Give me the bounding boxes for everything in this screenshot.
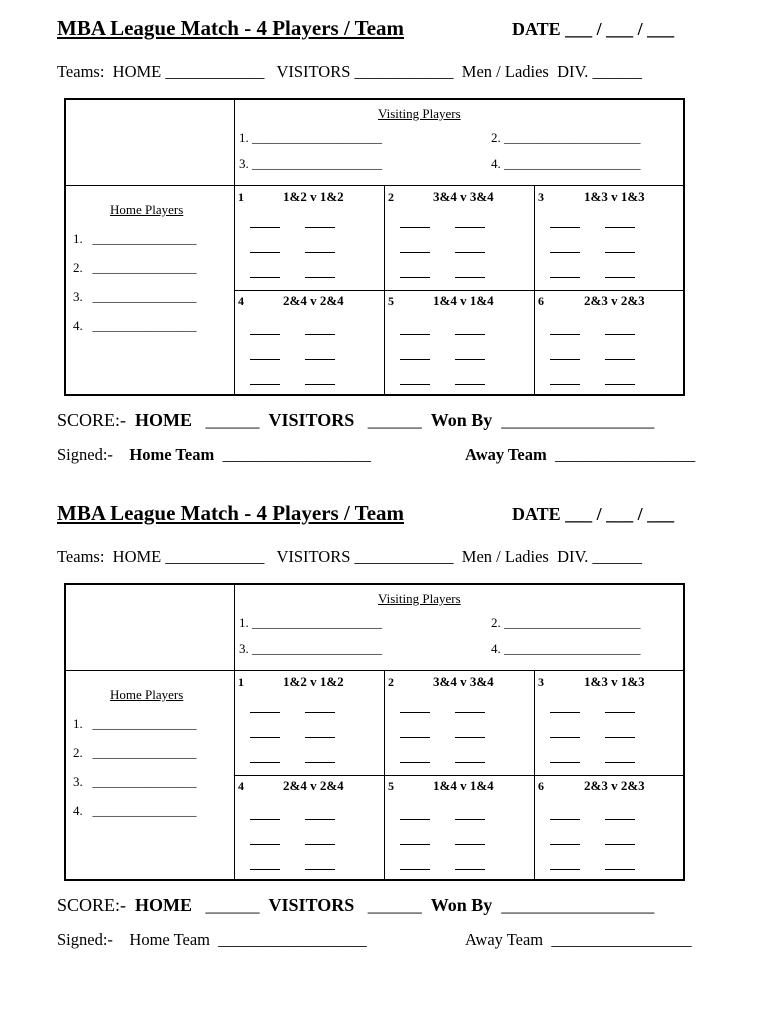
game-number: 3 (538, 675, 544, 689)
score-blank[interactable] (455, 737, 485, 738)
signed-label: Signed:- (57, 930, 113, 949)
game-number: 6 (538, 294, 544, 308)
score-blank[interactable] (455, 712, 485, 713)
score-blank[interactable] (550, 712, 580, 713)
score-blank[interactable] (250, 819, 280, 820)
score-blank[interactable] (550, 844, 580, 845)
game-pairing: 2&4 v 2&4 (283, 778, 344, 793)
home-player-3[interactable]: 3. ________________ (73, 774, 197, 789)
score-blank[interactable] (305, 384, 335, 385)
score-blank[interactable] (305, 712, 335, 713)
score-blank[interactable] (550, 737, 580, 738)
score-blank[interactable] (605, 334, 635, 335)
score-blank[interactable] (400, 384, 430, 385)
home-player-1[interactable]: 1. ________________ (73, 231, 197, 246)
game-number: 1 (238, 190, 244, 204)
score-blank[interactable] (605, 819, 635, 820)
score-blank[interactable] (455, 277, 485, 278)
score-line (57, 895, 654, 916)
away-team-label: Away Team (465, 445, 547, 464)
game-pairing: 3&4 v 3&4 (433, 189, 494, 204)
score-blank[interactable] (455, 252, 485, 253)
game-number: 2 (388, 190, 394, 204)
visiting-player-1[interactable]: 1. ____________________ (239, 130, 382, 145)
visiting-player-2[interactable]: 2. _____________________ (491, 615, 641, 630)
visiting-players-heading: Visiting Players (378, 591, 461, 606)
game-pairing: 2&3 v 2&3 (584, 778, 645, 793)
score-blank[interactable] (605, 252, 635, 253)
visiting-player-3[interactable]: 3. ____________________ (239, 156, 382, 171)
score-blank[interactable] (305, 844, 335, 845)
home-player-4[interactable]: 4. ________________ (73, 318, 197, 333)
score-blank[interactable] (400, 252, 430, 253)
home-team-signature[interactable]: __________________ (218, 930, 367, 949)
match-grid (64, 583, 685, 881)
score-blank[interactable] (305, 334, 335, 335)
score-blank[interactable] (605, 277, 635, 278)
signed-label: Signed:- (57, 445, 113, 464)
game-pairing: 1&3 v 1&3 (584, 674, 645, 689)
score-blank[interactable] (605, 737, 635, 738)
score-blank[interactable] (605, 227, 635, 228)
score-blank[interactable] (400, 334, 430, 335)
game-pairing: 1&2 v 1&2 (283, 189, 344, 204)
home-players-heading: Home Players (110, 202, 184, 217)
score-blank[interactable] (455, 819, 485, 820)
score-blank[interactable] (305, 762, 335, 763)
score-blank[interactable] (550, 227, 580, 228)
visiting-player-1[interactable]: 1. ____________________ (239, 615, 382, 630)
score-blank[interactable] (400, 277, 430, 278)
score-home-blank[interactable]: ______ (205, 895, 260, 915)
home-players-heading: Home Players (110, 687, 184, 702)
score-blank[interactable] (455, 384, 485, 385)
score-blank[interactable] (250, 227, 280, 228)
score-blank[interactable] (400, 869, 430, 870)
won-by-blank[interactable]: _________________ (501, 895, 655, 915)
score-blank[interactable] (250, 384, 280, 385)
won-by-label: Won By (430, 410, 493, 430)
score-blank[interactable] (400, 227, 430, 228)
score-blank[interactable] (305, 819, 335, 820)
score-blank[interactable] (400, 819, 430, 820)
score-blank[interactable] (550, 384, 580, 385)
game-number: 5 (388, 294, 394, 308)
score-blank[interactable] (550, 762, 580, 763)
game-number: 5 (388, 779, 394, 793)
score-blank[interactable] (605, 359, 635, 360)
visiting-player-4[interactable]: 4. _____________________ (491, 641, 641, 656)
score-blank[interactable] (605, 712, 635, 713)
game-number: 2 (388, 675, 394, 689)
score-blank[interactable] (305, 252, 335, 253)
form-title: MBA League Match - 4 Players / Team (57, 501, 405, 525)
match-form-1 (0, 0, 770, 485)
date-field[interactable]: DATE ___ / ___ / ___ (512, 504, 675, 524)
score-visitors-blank[interactable]: ______ (367, 895, 422, 915)
match-grid (64, 98, 685, 396)
score-blank[interactable] (455, 762, 485, 763)
home-player-2[interactable]: 2. ________________ (73, 745, 197, 760)
score-blank[interactable] (455, 334, 485, 335)
score-blank[interactable] (250, 712, 280, 713)
signed-line (57, 445, 371, 465)
teams-line[interactable]: Teams: HOME ____________ VISITORS ____________ Men / Ladies DIV. ______ (57, 547, 643, 566)
score-blank[interactable] (305, 227, 335, 228)
home-player-3[interactable]: 3. ________________ (73, 289, 197, 304)
score-blank[interactable] (250, 334, 280, 335)
score-blank[interactable] (605, 869, 635, 870)
score-visitors-blank[interactable]: ______ (367, 410, 422, 430)
score-blank[interactable] (400, 762, 430, 763)
game-pairing: 1&4 v 1&4 (433, 293, 494, 308)
score-blank[interactable] (250, 277, 280, 278)
game-number: 4 (238, 779, 244, 793)
won-by-label: Won By (430, 895, 493, 915)
score-blank[interactable] (305, 359, 335, 360)
score-label: SCORE:- (57, 895, 127, 915)
visiting-players-heading: Visiting Players (378, 106, 461, 121)
game-number: 6 (538, 779, 544, 793)
game-number: 4 (238, 294, 244, 308)
date-field[interactable]: DATE ___ / ___ / ___ (512, 19, 675, 39)
signed-line (57, 930, 367, 950)
score-blank[interactable] (605, 384, 635, 385)
score-blank[interactable] (250, 869, 280, 870)
score-blank[interactable] (550, 252, 580, 253)
score-blank[interactable] (550, 334, 580, 335)
score-blank[interactable] (250, 762, 280, 763)
away-team-signature[interactable]: _________________ (551, 930, 692, 949)
away-signed (465, 445, 695, 465)
game-pairing: 3&4 v 3&4 (433, 674, 494, 689)
score-home-blank[interactable]: ______ (205, 410, 260, 430)
score-blank[interactable] (250, 737, 280, 738)
visiting-player-3[interactable]: 3. ____________________ (239, 641, 382, 656)
score-blank[interactable] (250, 252, 280, 253)
home-player-4[interactable]: 4. ________________ (73, 803, 197, 818)
away-team-label: Away Team (465, 930, 544, 949)
score-blank[interactable] (250, 844, 280, 845)
visiting-player-4[interactable]: 4. _____________________ (491, 156, 641, 171)
score-blank[interactable] (400, 359, 430, 360)
won-by-blank[interactable]: _________________ (501, 410, 655, 430)
game-number: 3 (538, 190, 544, 204)
home-player-2[interactable]: 2. ________________ (73, 260, 197, 275)
score-line (57, 410, 654, 431)
score-blank[interactable] (250, 359, 280, 360)
score-blank[interactable] (400, 737, 430, 738)
home-player-1[interactable]: 1. ________________ (73, 716, 197, 731)
score-label: SCORE:- (57, 410, 127, 430)
score-blank[interactable] (400, 712, 430, 713)
match-form-2 (0, 485, 770, 970)
score-blank[interactable] (605, 844, 635, 845)
score-visitors-label: VISITORS (268, 895, 355, 915)
away-signed (465, 930, 692, 950)
form-title: MBA League Match - 4 Players / Team (57, 16, 405, 40)
score-blank[interactable] (455, 869, 485, 870)
score-visitors-label: VISITORS (268, 410, 355, 430)
teams-line[interactable]: Teams: HOME ____________ VISITORS ____________ Men / Ladies DIV. ______ (57, 62, 643, 81)
score-home-label: HOME (135, 895, 193, 915)
score-blank[interactable] (455, 227, 485, 228)
score-home-label: HOME (135, 410, 193, 430)
score-blank[interactable] (400, 844, 430, 845)
score-blank[interactable] (550, 359, 580, 360)
score-blank[interactable] (550, 819, 580, 820)
game-pairing: 1&3 v 1&3 (584, 189, 645, 204)
home-team-label: Home Team (129, 445, 215, 464)
score-blank[interactable] (455, 359, 485, 360)
game-pairing: 1&4 v 1&4 (433, 778, 494, 793)
home-team-signature[interactable]: __________________ (222, 445, 371, 464)
score-blank[interactable] (550, 277, 580, 278)
visiting-player-2[interactable]: 2. _____________________ (491, 130, 641, 145)
score-blank[interactable] (605, 762, 635, 763)
score-blank[interactable] (305, 869, 335, 870)
away-team-signature[interactable]: _________________ (555, 445, 696, 464)
score-blank[interactable] (305, 277, 335, 278)
score-blank[interactable] (550, 869, 580, 870)
game-number: 1 (238, 675, 244, 689)
score-blank[interactable] (455, 844, 485, 845)
game-pairing: 2&4 v 2&4 (283, 293, 344, 308)
score-blank[interactable] (305, 737, 335, 738)
game-pairing: 2&3 v 2&3 (584, 293, 645, 308)
home-team-label: Home Team (129, 930, 210, 949)
game-pairing: 1&2 v 1&2 (283, 674, 344, 689)
